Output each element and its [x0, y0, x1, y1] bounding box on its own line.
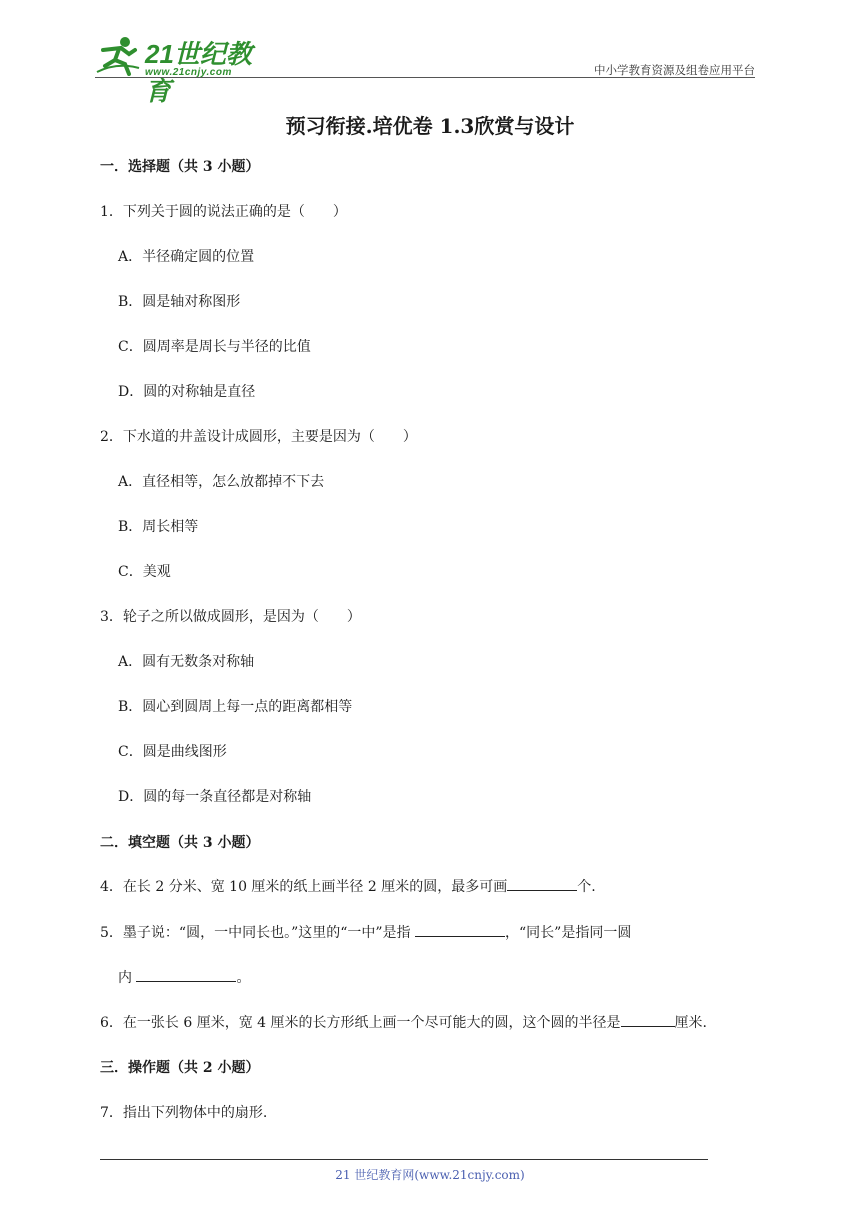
header-divider — [95, 77, 755, 78]
q2-option-a: A．直径相等，怎么放都掉不下去 — [118, 474, 325, 490]
q1-option-c: C．圆周率是周长与半径的比值 — [118, 339, 311, 355]
footer-text: 21 世纪教育网(www.21cnjy.com) — [335, 1168, 525, 1182]
section-heading-fill: 二．填空题（共 3 小题） — [100, 835, 260, 851]
q4-text-end: 个. — [577, 879, 596, 895]
page-header — [95, 30, 755, 106]
q2-option-b: B．周长相等 — [118, 519, 199, 535]
question-2: 2．下水道的井盖设计成圆形，主要是因为（ ） — [100, 429, 417, 445]
q5-answer-blank-2[interactable] — [136, 967, 236, 982]
q5-text-3: 内 — [118, 970, 137, 986]
question-1: 1．下列关于圆的说法正确的是（ ） — [100, 204, 347, 220]
question-3: 3．轮子之所以做成圆形，是因为（ ） — [100, 609, 361, 625]
q4-answer-blank[interactable] — [507, 876, 577, 891]
q2-option-c: C．美观 — [118, 564, 171, 580]
section-heading-operation: 三．操作题（共 2 小题） — [100, 1060, 260, 1076]
footer-divider — [100, 1159, 708, 1160]
q4-text: 4．在长 2 分米、宽 10 厘米的纸上画半径 2 厘米的圆，最多可画 — [100, 879, 508, 895]
q5-text-1: 5．墨子说：“圆，一中同长也。”这里的“一中”是指 — [100, 925, 415, 941]
q6-text: 6．在一张长 6 厘米，宽 4 厘米的长方形纸上画一个尽可能大的圆，这个圆的半径是 — [100, 1015, 621, 1031]
q1-option-a: A．半径确定圆的位置 — [118, 249, 255, 265]
logo — [95, 34, 265, 106]
section-heading-choice: 一．选择题（共 3 小题） — [100, 159, 260, 175]
q3-option-a: A．圆有无数条对称轴 — [118, 654, 255, 670]
q5-text-2: ，“同长”是指同一圆 — [505, 925, 632, 941]
q3-option-c: C．圆是曲线图形 — [118, 744, 227, 760]
question-7: 7．指出下列物体中的扇形. — [100, 1105, 268, 1121]
page-title: 预习衔接.培优卷 1.3欣赏与设计 — [285, 114, 575, 138]
question-5-cont — [118, 967, 250, 987]
question-4 — [100, 876, 596, 896]
logo-url: www.21cnjy.com — [145, 67, 232, 78]
q5-text-4: 。 — [236, 970, 251, 986]
q6-text-end: 厘米. — [674, 1015, 707, 1031]
platform-label: 中小学教育资源及组卷应用平台 — [594, 63, 755, 77]
q5-answer-blank-1[interactable] — [415, 922, 505, 937]
runner-icon — [95, 36, 141, 76]
q3-option-d: D．圆的每一条直径都是对称轴 — [118, 789, 312, 805]
q3-option-b: B．圆心到圆周上每一点的距离都相等 — [118, 699, 353, 715]
logo-text: 21世纪教育 — [145, 39, 252, 106]
q6-answer-blank[interactable] — [621, 1012, 675, 1027]
question-5 — [100, 922, 631, 942]
q1-option-b: B．圆是轴对称图形 — [118, 294, 241, 310]
q1-option-d: D．圆的对称轴是直径 — [118, 384, 256, 400]
question-6 — [100, 1012, 707, 1032]
